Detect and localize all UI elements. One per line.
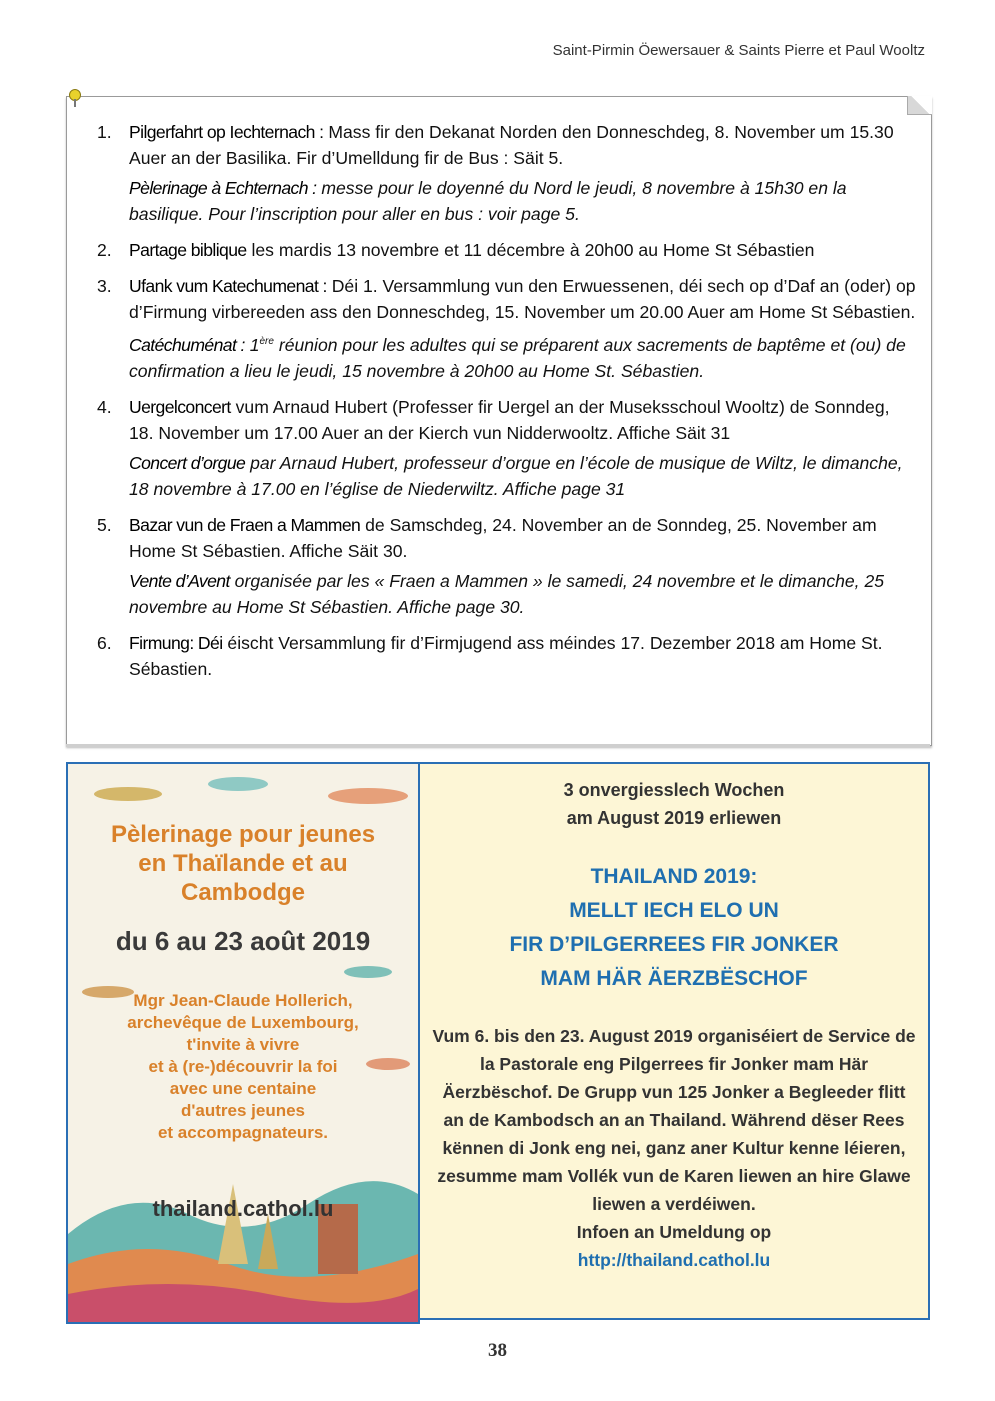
item-lead: Uergelconcert	[129, 396, 231, 417]
item-text: vum Arnaud Hubert (Professer fir Uergel an der Museksschoul Wooltz) de Sonndeg, 18. November um 17.00 Auer an der Kierch vun Nidderwooltz. Affiche Säit 31	[129, 396, 890, 443]
page-curl-icon	[907, 96, 932, 115]
cloud-shape	[344, 966, 392, 978]
item-french-lead: Vente d’Avent	[129, 570, 230, 591]
info-headline	[420, 860, 928, 996]
item-text: Mass fir den Dekanat Norden den Donneschdeg, 8. November um 15.30 Auer an der Basilika. Fir d’Umelldung fir de Bus : Säit 5.	[129, 122, 894, 168]
info-body	[430, 1022, 918, 1274]
item-french-text: réunion pour les adultes qui se préparent aux sacrements de baptême et (ou) de confirmation a lieu le jeudi, 15 novembre à 20h00 au Home St. Sébastien.	[129, 334, 906, 381]
cloud-shape	[208, 777, 268, 791]
poster-date: du 6 au 23 août 2019	[115, 926, 371, 956]
poster-title	[68, 820, 418, 907]
list-item	[97, 237, 917, 263]
item-text: les mardis 13 novembre et 11 décembre à 20h00 au Home St Sébastien	[246, 240, 815, 260]
poster-body-line: avec une centaine	[169, 1079, 317, 1098]
pushpin-icon	[69, 89, 81, 101]
poster-url: thailand.cathol.lu	[152, 1196, 334, 1221]
poster-body-line: t'invite à vivre	[186, 1035, 300, 1054]
info-headline-line: MAM HÄR ÄERZBËSCHOF	[540, 967, 808, 990]
poster-body-line: et accompagnateurs.	[157, 1123, 329, 1142]
thailand-link[interactable]: http://thailand.cathol.lu	[577, 1250, 771, 1270]
item-french-text: par Arnaud Hubert, professeur d’orgue en l’école de musique de Wiltz, le dimanche, 18 novembre à 17.00 en l’église de Niederwiltz. Affiche page 31	[129, 452, 903, 499]
list-item	[97, 630, 917, 682]
list-item	[97, 119, 917, 227]
info-headline-line: THAILAND 2019:	[590, 865, 758, 888]
running-header: Saint-Pirmin Öewersauer & Saints Pierre et Paul Wooltz	[552, 42, 925, 59]
info-subtitle-line: 3 onvergiesslech Wochen	[563, 780, 785, 800]
info-headline-line: MELLT IECH ELO UN	[569, 899, 779, 922]
list-item	[97, 512, 917, 620]
poster-title-line: Pèlerinage pour jeunes	[110, 821, 376, 848]
list-item	[97, 394, 917, 502]
item-number: 3.	[97, 276, 112, 296]
announcement-list	[97, 119, 917, 692]
item-text: de Samschdeg, 24. November an de Sonndeg, 25. November am Home St Sébastien. Affiche Säit 30.	[129, 514, 877, 561]
item-number: 4.	[97, 396, 112, 417]
info-subtitle	[420, 776, 928, 832]
item-lead: Bazar vun de Fraen a Mammen	[129, 514, 361, 535]
poster-title-line: Cambodge	[180, 879, 305, 906]
item-french-text-a: 1	[244, 334, 260, 355]
poster-body-line: Mgr Jean-Claude Hollerich,	[133, 991, 353, 1010]
item-number: 1.	[97, 122, 112, 142]
item-french	[129, 175, 917, 227]
item-french-lead: Pèlerinage à Echternach :	[129, 178, 317, 198]
item-text: Déi 1. Versammlung vun den Erwuessenen, déi sech op d’Daf an (oder) op d’Firmung virbereeden ass den Donneschdeg, 15. November um 20.00 Auer am Home St Sébastien.	[129, 276, 916, 322]
cloud-shape	[328, 788, 408, 804]
poster-body-line: archevêque de Luxembourg,	[127, 1013, 359, 1032]
page-number: 38	[488, 1340, 507, 1361]
item-text: éischt Versammlung fir d’Firmjugend ass méindes 17. Dezember 2018 am Home St. Sébastien.	[129, 632, 883, 679]
item-lead: Partage biblique	[129, 240, 247, 260]
poster-body	[68, 990, 418, 1144]
list-item	[97, 273, 917, 384]
info-body-text: Vum 6. bis den 23. August 2019 organiséiert de Service de la Pastorale eng Pilgerrees ﬁr Jonker mam Här Äerzbëschof. De Grupp vun 125 Jonker a Begleeder ﬂitt an de Kambodsch an an Thailand. Während dëser Rees kënnen di Jonk eng nei, ganz aner Kultur kenne léieren, zesumme mam Vollék vun de Karen liewen an hire Glawe liewen a verdéiwen.	[432, 1026, 916, 1214]
announcements-box	[66, 96, 932, 746]
item-french-lead: Catéchuménat :	[129, 334, 245, 355]
info-headline-line: FIR D’PILGERREES FIR JONKER	[509, 933, 839, 956]
poster-body-line: d'autres jeunes	[180, 1101, 306, 1120]
box-bottom-rule	[66, 744, 930, 747]
item-french-lead: Concert d’orgue	[129, 452, 246, 473]
info-signup-line: Infoen an Umeldung op	[576, 1222, 772, 1242]
item-french-text: messe pour le doyenné du Nord le jeudi, 8 novembre à 15h30 en la basilique. Pour l’inscription pour aller en bus : voir page 5.	[129, 178, 847, 224]
info-subtitle-line: am August 2019 erliewen	[566, 808, 782, 828]
item-french-sup: ère	[259, 336, 274, 347]
thailand-info-box	[418, 762, 930, 1320]
pilgrimage-poster	[66, 762, 420, 1324]
item-lead: Firmung: Déi	[129, 632, 223, 653]
poster-title-line: en Thaïlande et au	[138, 850, 348, 877]
item-lead: Pilgerfahrt op Iechternach :	[129, 122, 324, 142]
item-french	[129, 329, 917, 384]
item-number: 2.	[97, 240, 112, 260]
item-french-text: organisée par les « Fraen a Mammen » le samedi, 24 novembre et le dimanche, 25 novembre au Home St Sébastien. Affiche page 30.	[129, 570, 885, 617]
item-french	[129, 450, 917, 502]
item-number: 6.	[97, 632, 112, 653]
item-number: 5.	[97, 514, 112, 535]
cloud-shape	[94, 787, 162, 801]
item-lead: Ufank vum Katechumenat :	[129, 276, 327, 296]
poster-body-line: et à (re-)découvrir la foi	[148, 1057, 338, 1076]
item-french	[129, 568, 917, 620]
